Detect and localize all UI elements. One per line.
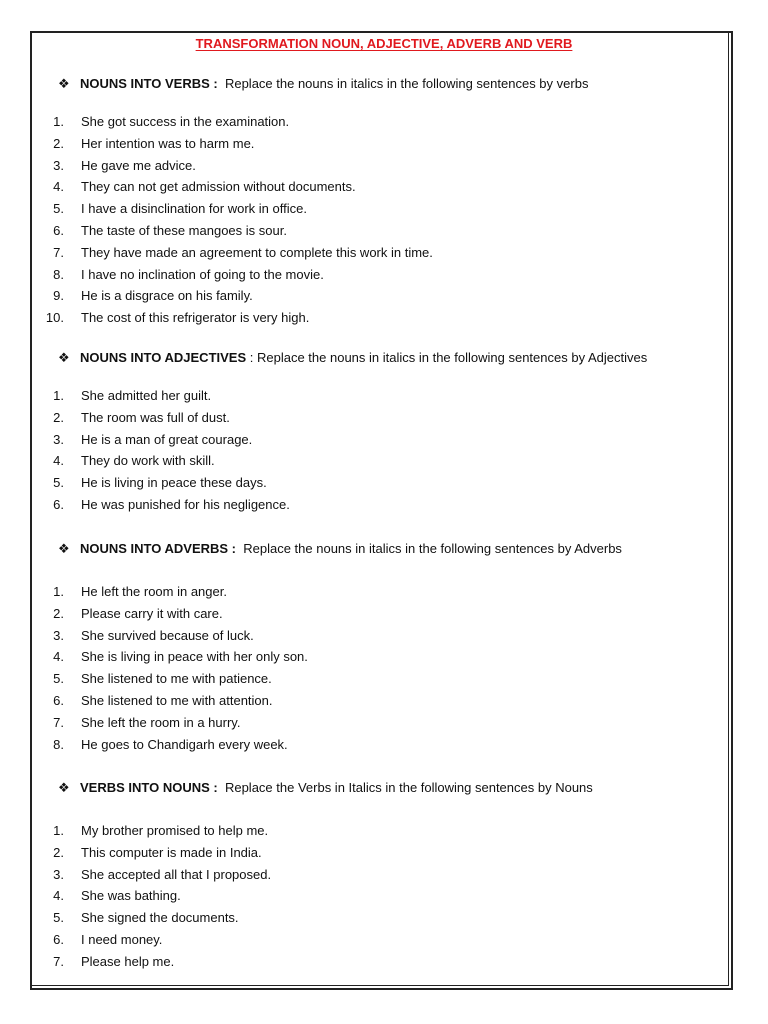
item-number: 2. <box>53 844 64 860</box>
item-text: They do work with skill. <box>81 453 215 469</box>
diamond-bullet-icon: ❖ <box>58 350 70 365</box>
item-number: 3. <box>53 431 64 447</box>
item-number: 10. <box>45 310 64 326</box>
item-text: They have made an agreement to complete this work in time. <box>81 244 433 260</box>
item-text: He goes to Chandigarh every week. <box>81 736 288 752</box>
item-text: She is living in peace with her only son. <box>81 649 308 665</box>
item-text: He gave me advice. <box>81 157 196 173</box>
item-number: 8. <box>53 736 64 752</box>
item-text: She left the room in a hurry. <box>81 714 241 730</box>
item-number: 4. <box>53 649 64 665</box>
item-number: 7. <box>53 714 64 730</box>
item-text: He is a disgrace on his family. <box>81 288 253 304</box>
section-label: NOUNS INTO ADVERBS : <box>80 541 237 556</box>
item-text: They can not get admission without documents. <box>81 179 356 195</box>
diamond-bullet-icon: ❖ <box>58 76 70 91</box>
diamond-bullet-icon: ❖ <box>58 780 70 795</box>
item-text: I have no inclination of going to the movie. <box>81 266 324 282</box>
item-text: My brother promised to help me. <box>81 823 269 838</box>
item-text: She listened to me with attention. <box>81 692 273 708</box>
item-number: 4. <box>53 179 64 195</box>
item-number: 6. <box>53 222 64 238</box>
section-instruction: Replace the nouns in italics in the following sentences by verbs <box>224 76 589 91</box>
item-text: The cost of this refrigerator is very high. <box>81 310 310 326</box>
item-number: 5. <box>53 671 64 687</box>
diamond-bullet-icon: ❖ <box>58 541 70 556</box>
item-number: 9. <box>53 288 64 304</box>
item-number: 6. <box>53 931 64 947</box>
item-text: I have a disinclination for work in office. <box>81 201 307 217</box>
item-number: 1. <box>53 584 64 599</box>
item-text: Her intention was to harm me. <box>81 135 255 151</box>
item-text: Please carry it with care. <box>81 605 223 621</box>
item-text: I need money. <box>81 931 163 947</box>
section-heading-nouns-into-verbs <box>58 76 588 92</box>
section-label: NOUNS INTO ADJECTIVES <box>80 350 247 365</box>
item-number: 6. <box>53 692 64 708</box>
item-number: 7. <box>53 953 64 969</box>
item-text: She accepted all that I proposed. <box>81 866 272 882</box>
item-text: She signed the documents. <box>81 910 239 926</box>
section-label: VERBS INTO NOUNS : <box>80 780 218 795</box>
item-number: 7. <box>53 244 64 260</box>
item-number: 4. <box>53 888 64 904</box>
section-instruction: Replace the Verbs in Italics in the following sentences by Nouns <box>224 780 593 795</box>
item-text: She admitted her guilt. <box>81 388 212 403</box>
item-number: 2. <box>53 605 64 621</box>
item-number: 5. <box>53 475 64 491</box>
item-text: She was bathing. <box>81 888 181 904</box>
section-heading-nouns-into-adjectives <box>58 350 647 366</box>
item-number: 2. <box>53 409 64 425</box>
item-number: 1. <box>53 823 64 838</box>
item-number: 5. <box>53 201 64 217</box>
item-number: 5. <box>53 910 64 926</box>
section-heading-verbs-into-nouns <box>58 780 593 796</box>
item-number: 3. <box>53 866 64 882</box>
item-number: 3. <box>53 157 64 173</box>
item-text: He is a man of great courage. <box>81 431 253 447</box>
document-title: TRANSFORMATION NOUN, ADJECTIVE, ADVERB AND VERB <box>195 36 573 51</box>
section-label: NOUNS INTO VERBS : <box>80 76 218 91</box>
item-number: 3. <box>53 627 64 643</box>
item-number: 1. <box>53 388 64 403</box>
item-text: She got success in the examination. <box>81 114 290 129</box>
item-text: Please help me. <box>81 953 175 969</box>
item-text: The taste of these mangoes is sour. <box>81 222 287 238</box>
item-number: 6. <box>53 496 64 512</box>
item-number: 2. <box>53 135 64 151</box>
section-instruction: Replace the nouns in italics in the following sentences by Adverbs <box>243 541 622 556</box>
item-number: 4. <box>53 453 64 469</box>
item-text: He left the room in anger. <box>81 584 227 599</box>
item-text: He was punished for his negligence. <box>81 496 290 512</box>
item-text: This computer is made in India. <box>81 844 262 860</box>
section-heading-nouns-into-adverbs <box>58 541 622 557</box>
item-text: He is living in peace these days. <box>81 475 267 491</box>
section-instruction: : Replace the nouns in italics in the following sentences by Adjectives <box>249 350 648 365</box>
item-text: She survived because of luck. <box>81 627 254 643</box>
item-text: The room was full of dust. <box>81 409 230 425</box>
item-number: 1. <box>53 114 64 129</box>
item-text: She listened to me with patience. <box>81 671 272 687</box>
item-number: 8. <box>53 266 64 282</box>
